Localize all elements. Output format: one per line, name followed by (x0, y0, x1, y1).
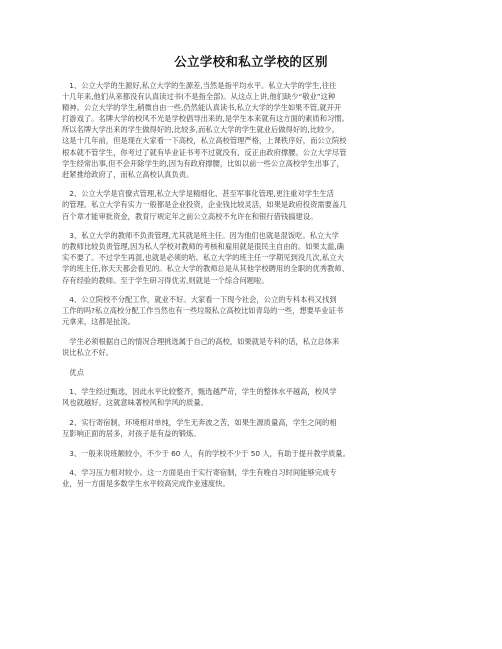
paragraph (62, 294, 442, 327)
paragraph-line: 工作的吗?私立高校分配工作当然也有一些垃圾私立高校比如青岛的一些，想要毕业证书 (62, 306, 344, 316)
paragraph (62, 448, 442, 459)
paragraph-line: 的教师比较负责管理,因为私人学校对教师的考核和雇用就是很民主自由的。如果太滥,确 (62, 242, 344, 252)
paragraph-line: 1、公立大学的生源好,私立大学的生源差,当然是指平均水平。私立大学的学生,往往 (62, 81, 337, 90)
paragraph (62, 80, 442, 180)
paragraph-line: 精神。公立大学的学生,稍微自由一些,仍然能认真读书,私立大学的学生如果不管,就开开 (62, 103, 342, 113)
paragraph-line: 百个章才能审批资金，教育厅规定年之前公立高校不允许在和银行借钱搞建设。 (62, 211, 318, 221)
paragraph-line: 4、公立院校不分配工作，就业不好。大家看一下现今社会，公立的专科本科又找到 (62, 295, 337, 305)
paragraph-line: 根本就不管学生，你考过了就有毕业证书考不过就没有，反正由政府撑腰。公立大学尽管 (62, 147, 347, 157)
paragraph-line: 1、学生经过甄选，因此水平比较整齐，甄选越严苛，学生的整体水平越高，校风学 (62, 387, 337, 397)
paragraph (62, 230, 442, 285)
paragraph (62, 336, 442, 358)
paragraph-line: 2、实行寄宿制，环境相对单纯，学生无奔波之苦，如果生源质量高，学生之间的相 (62, 417, 337, 427)
paragraph-line: 4、学习压力相对较小。这一方面是由于实行寄宿制，学生有晚自习时间能够完成专 (62, 468, 337, 478)
paragraph-line: 风也就越好。这就意味著校风和学风的质量。 (62, 398, 208, 408)
paragraph-line: 说比私立不好。 (62, 347, 114, 357)
paragraph-line: 存有经验的教师。至于学生研习得优劣,则就是一个综合问题啦。 (62, 275, 269, 285)
paragraph-line: 学生必须根据自己的情况合理挑选属于自己的高校，如果就是专科的话，私立总体来 (62, 336, 340, 346)
paragraph (62, 367, 442, 378)
paragraph (62, 467, 442, 489)
paragraph (62, 417, 442, 439)
paragraph-line: 3、一般来说班额较小，不少于 60 人，有的学校不少于 50 人，有助于提升教学质量。 (62, 448, 350, 458)
paragraph-line: 赶紧推给政府了，而私立高校认真负责。 (62, 169, 194, 179)
paragraph-line: 实不要了。不过学生再混,也就是必须的哈。私立大学的班主任一学期见到没几次,私立大 (62, 253, 344, 263)
paragraph-line: 这是十几年前，但是现在大家看一下高校，私立高校管理严格，上课秩序好，而公立院校 (62, 136, 347, 146)
page-title: 公立学校和私立学校的区别 (174, 54, 328, 69)
paragraph-line: 3、私立大学的教师不负责管理,尤其就是班主任。因为他们也就是混饭吃。私立大学 (62, 231, 339, 241)
paragraph-line: 元拿来，这都是扯淡。 (62, 317, 135, 327)
paragraph-line: 优点 (62, 367, 84, 377)
paragraph-line: 2、公立大学是官僚式管理,私立大学是精细化、甚至军事化管理,更注重对学生生活 (62, 189, 334, 199)
paragraph (62, 386, 442, 408)
paragraph-line: 的管理。私立大学有实力一般都是企业投资，企业钱比较灵活，如果是政府投资需要盖几 (62, 200, 347, 210)
paragraph-line: 所以名牌大学出来的学生做得好的,比较多,而私立大学的学生就业后做得好的,比较少。 (62, 125, 339, 135)
paragraph (62, 188, 442, 221)
paragraph-line: 十几年来,他们从来都没有认真读过书(不是指全部)。从这点上讲,他们缺少“敬业”这种 (62, 92, 336, 102)
document-body (62, 80, 442, 498)
paragraph-line: 打游戏了。名牌大学的校风不光是学校倡导出来的,是学生本来就有这方面的素质和习惯。 (62, 114, 349, 124)
paragraph-line: 互影响正面的居多，对孩子是有益的锻炼。 (62, 428, 201, 438)
paragraph-line: 学的班主任,你天天都会看见的。私立大学的教师总是从其他学校聘用的全职的优秀教师、 (62, 264, 349, 274)
paragraph-line: 学生经常出事,但不会开除学生的,因为有政府撑腰，比如以前一些公立高校学生出事了， (62, 158, 344, 168)
paragraph-line: 业，另一方面是多数学生水平较高完成作业速度快。 (62, 479, 230, 489)
